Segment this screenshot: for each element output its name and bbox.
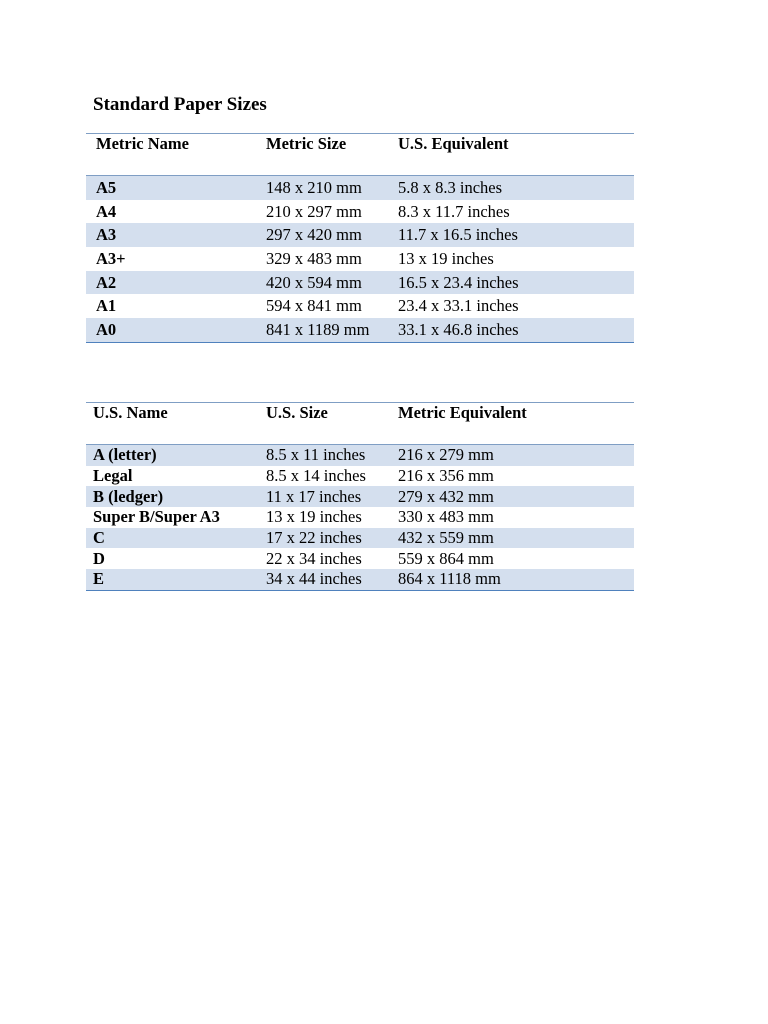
metric-equivalent-cell: 432 x 559 mm [398,528,494,548]
metric-size-cell: 210 x 297 mm [266,201,362,221]
table-row [86,318,634,342]
document-title: Standard Paper Sizes [93,94,267,115]
metric-name-cell: A3 [96,225,117,245]
table-row [86,294,634,318]
table-header-row [86,134,634,176]
metric-size-cell: 594 x 841 mm [266,296,362,316]
us-size-cell: 22 x 34 inches [266,548,362,568]
us-name-cell: E [93,569,105,589]
metric-name-cell: A3+ [96,248,126,268]
table-row [86,247,634,271]
us-size-cell: 8.5 x 11 inches [266,445,366,465]
metric-name-cell: A0 [96,319,117,339]
us-equivalent-cell: 5.8 x 8.3 inches [398,177,503,197]
table-row [86,271,634,295]
metric-name-cell: A4 [96,201,117,221]
column-header-metric-name: Metric Name [96,134,189,153]
metric-equivalent-cell: 216 x 279 mm [398,445,494,465]
us-name-cell: Legal [93,466,133,486]
table-row [86,507,634,528]
metric-sizes-table [86,133,634,343]
us-equivalent-cell: 33.1 x 46.8 inches [398,319,519,339]
column-header-us-size: U.S. Size [266,403,328,422]
metric-name-cell: A5 [96,177,117,197]
us-equivalent-cell: 13 x 19 inches [398,248,494,268]
metric-equivalent-cell: 864 x 1118 mm [398,569,501,589]
us-size-cell: 8.5 x 14 inches [266,466,366,486]
metric-size-cell: 841 x 1189 mm [266,319,370,339]
us-name-cell: B (ledger) [93,486,164,506]
metric-size-cell: 297 x 420 mm [266,225,362,245]
us-name-cell: A (letter) [93,445,157,465]
us-equivalent-cell: 16.5 x 23.4 inches [398,272,519,292]
column-header-us-equivalent: U.S. Equivalent [398,134,509,153]
us-size-cell: 13 x 19 inches [266,507,362,527]
us-equivalent-cell: 23.4 x 33.1 inches [398,296,519,316]
metric-equivalent-cell: 330 x 483 mm [398,507,494,527]
metric-name-cell: A2 [96,272,117,292]
table-row [86,176,634,200]
us-equivalent-cell: 8.3 x 11.7 inches [398,201,510,221]
table-row [86,445,634,466]
metric-size-cell: 329 x 483 mm [266,248,362,268]
us-size-cell: 11 x 17 inches [266,486,362,506]
table-row [86,200,634,224]
table-row [86,466,634,487]
us-name-cell: Super B/Super A3 [93,507,220,527]
metric-name-cell: A1 [96,296,117,316]
metric-equivalent-cell: 216 x 356 mm [398,466,494,486]
table-row [86,223,634,247]
metric-size-cell: 420 x 594 mm [266,272,362,292]
us-name-cell: D [93,548,105,568]
column-header-us-name: U.S. Name [93,403,168,422]
us-name-cell: C [93,528,105,548]
table-header-row [86,403,634,445]
column-header-metric-equivalent: Metric Equivalent [398,403,527,422]
metric-equivalent-cell: 559 x 864 mm [398,548,494,568]
us-equivalent-cell: 11.7 x 16.5 inches [398,225,518,245]
column-header-metric-size: Metric Size [266,134,347,153]
table-row [86,528,634,549]
us-size-cell: 17 x 22 inches [266,528,362,548]
table-row [86,569,634,590]
us-sizes-table [86,402,634,591]
table-row [86,486,634,507]
table-row [86,548,634,569]
metric-size-cell: 148 x 210 mm [266,177,362,197]
metric-equivalent-cell: 279 x 432 mm [398,486,494,506]
us-size-cell: 34 x 44 inches [266,569,362,589]
